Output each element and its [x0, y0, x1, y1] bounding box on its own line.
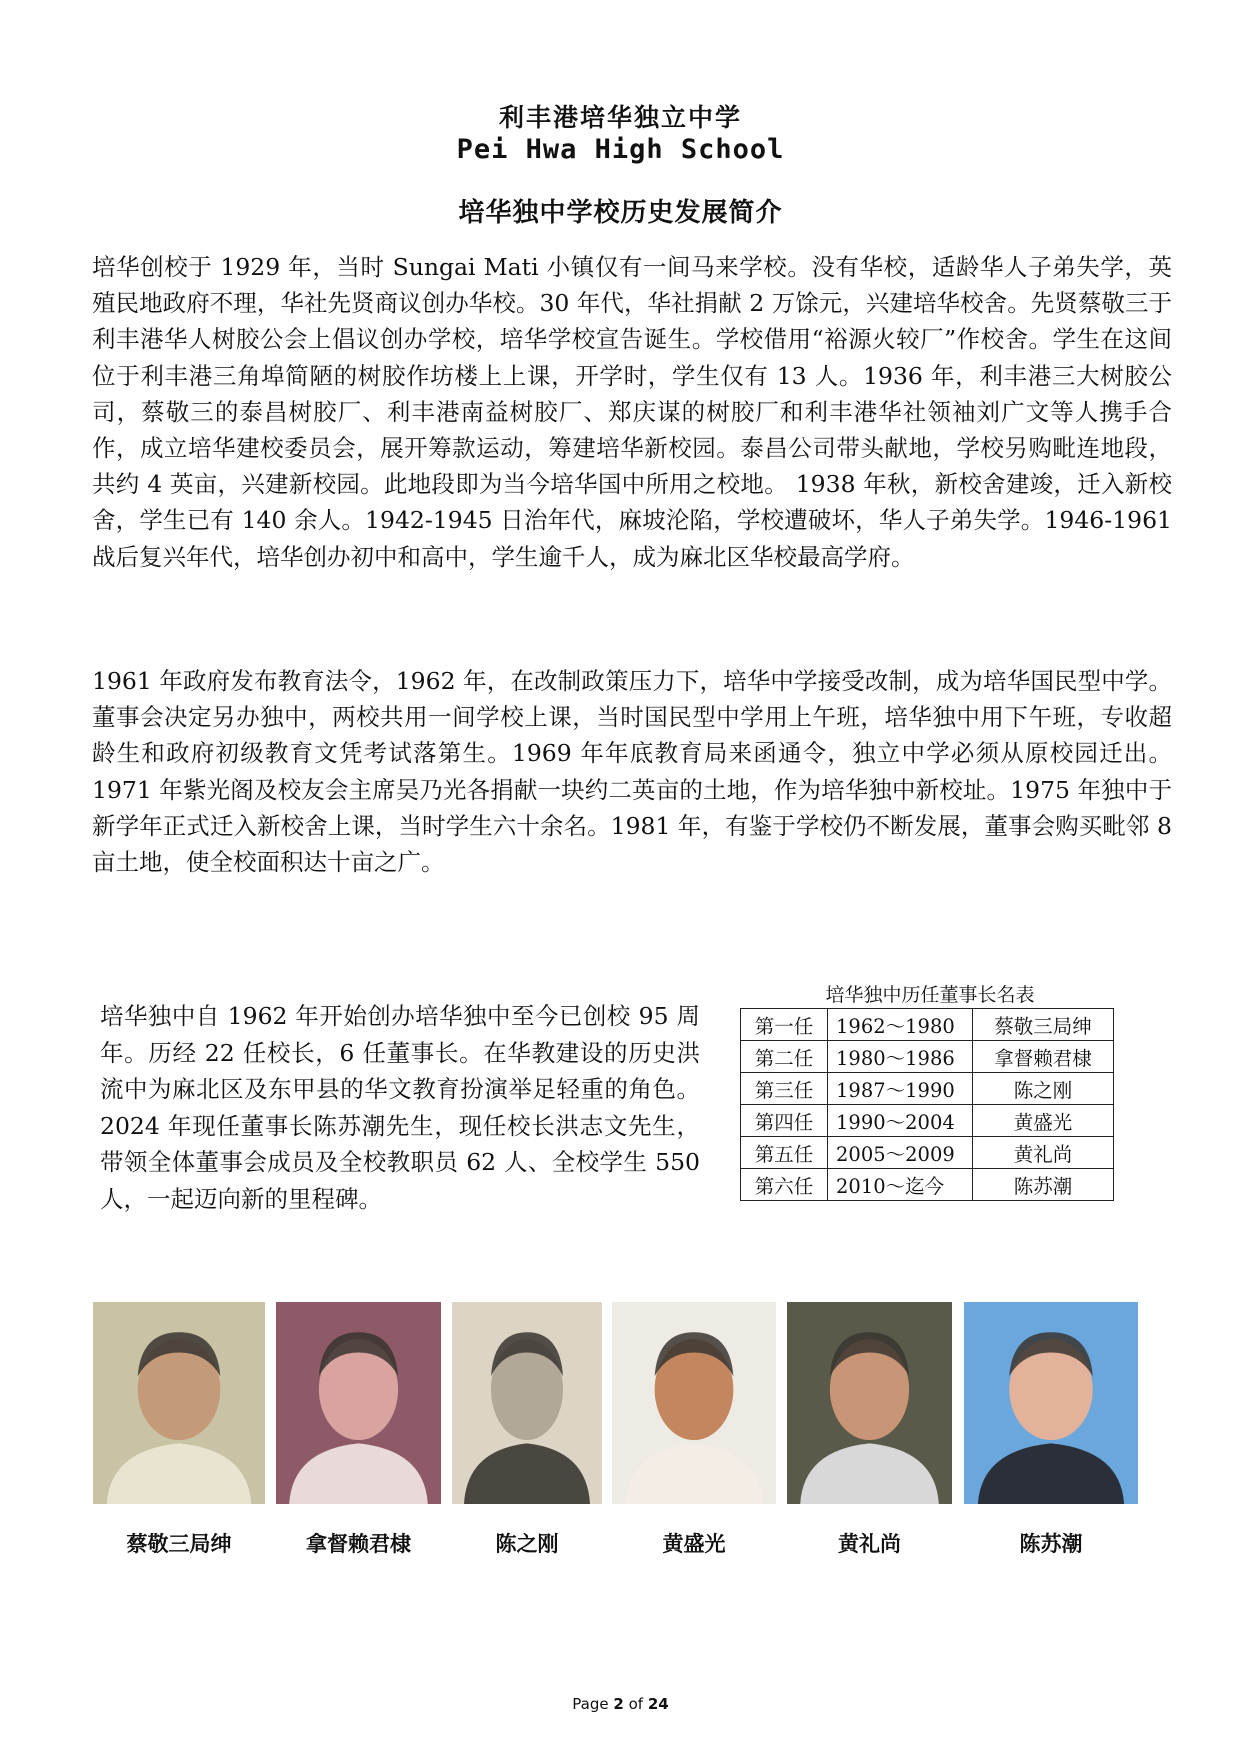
portrait-caption: 黄礼尚 — [838, 1532, 901, 1556]
portrait-caption: 陈之刚 — [495, 1532, 559, 1556]
portrait-photo — [452, 1302, 602, 1504]
table-row — [741, 1137, 1114, 1169]
school-name-english: Pei Hwa High School — [456, 134, 785, 165]
name-cell: 蔡敬三局绅 — [973, 1009, 1114, 1041]
summary-paragraph: 培华独中自 1962 年开始创办培华独中至今已创校 95 周年。历经 22 任校长，6 任董事长。在华教建设的历史洪流中为麻北区及东甲县的华文教育扮演举足轻重的角色。2024 年现任董事长陈苏潮先生，现任校长洪志文先生，带领全体董事会成员及全校教职员 62 人、全校学生 550 人，一起迈向新的里程碑。 — [100, 1002, 700, 1213]
years-cell: 2010～迄今 — [828, 1169, 973, 1201]
portrait-image — [93, 1302, 265, 1504]
section-title: 培华独中学校历史发展简介 — [458, 198, 783, 228]
portrait-image — [452, 1302, 602, 1504]
portrait-photo — [93, 1302, 265, 1504]
term-cell: 第五任 — [741, 1137, 828, 1169]
page-total: 24 — [647, 1695, 669, 1713]
years-cell: 1990～2004 — [828, 1105, 973, 1137]
school-name-chinese: 利丰港培华独立中学 — [498, 103, 742, 132]
table-row — [741, 1009, 1114, 1041]
term-cell: 第四任 — [741, 1105, 828, 1137]
portrait-image — [276, 1302, 441, 1504]
chairman-table — [740, 1008, 1114, 1201]
years-cell: 1980～1986 — [828, 1041, 973, 1073]
name-cell: 黄礼尚 — [973, 1137, 1114, 1169]
table-row — [741, 1105, 1114, 1137]
portrait-caption: 拿督赖君棣 — [306, 1532, 411, 1556]
years-cell: 2005～2009 — [828, 1137, 973, 1169]
table-row — [741, 1041, 1114, 1073]
name-cell: 陈之刚 — [973, 1073, 1114, 1105]
term-cell: 第三任 — [741, 1073, 828, 1105]
portrait-photo — [276, 1302, 441, 1504]
name-cell: 陈苏潮 — [973, 1169, 1114, 1201]
term-cell: 第二任 — [741, 1041, 828, 1073]
page-number — [0, 1695, 1241, 1713]
portrait-caption: 陈苏潮 — [1019, 1532, 1083, 1556]
name-cell: 拿督赖君棣 — [973, 1041, 1114, 1073]
term-cell: 第六任 — [741, 1169, 828, 1201]
term-cell: 第一任 — [741, 1009, 828, 1041]
portrait-image — [964, 1302, 1138, 1504]
table-row — [741, 1169, 1114, 1201]
history-paragraph-2: 1961 年政府发布教育法令，1962 年，在改制政策压力下，培华中学接受改制，成为培华国民型中学。董事会决定另办独中，两校共用一间学校上课，当时国民型中学用上午班，培华独中用下午班，专收超龄生和政府初级教育文凭考试落第生。1969 年年底教育局来函通令，独立中学必须从原校园迁出。1971 年紫光阁及校友会主席吴乃光各捐献一块约二英亩的土地，作为培华独中新校址。1975 年独中于新学年正式迁入新校舍上课，当时学生六十余名。1981 年，有鉴于学校仍不断发展，董事会购买毗邻 8 亩土地，使全校面积达十亩之广。 — [92, 667, 1172, 877]
portrait-photo — [612, 1302, 776, 1504]
page-prefix: Page — [572, 1695, 609, 1713]
name-cell: 黄盛光 — [973, 1105, 1114, 1137]
portrait-image — [612, 1302, 776, 1504]
portrait-caption: 黄盛光 — [662, 1532, 726, 1556]
years-cell: 1987～1990 — [828, 1073, 973, 1105]
portrait-caption: 蔡敬三局绅 — [126, 1532, 232, 1556]
page-separator: of — [628, 1695, 644, 1713]
portrait-photo — [964, 1302, 1138, 1504]
chairman-table-caption: 培华独中历任董事长名表 — [825, 984, 1035, 1006]
years-cell: 1962～1980 — [828, 1009, 973, 1041]
history-paragraph-1: 培华创校于 1929 年，当时 Sungai Mati 小镇仅有一间马来学校。没有华校，适龄华人子弟失学，英殖民地政府不理，华社先贤商议创办华校。30 年代，华社捐献 2 万馀元，兴建培华校舍。先贤蔡敬三于利丰港华人树胶公会上倡议创办学校，培华学校宣告诞生。学校借用“裕源火较厂”作校舍。学生在这间位于利丰港三角埠简陋的树胶作坊楼上上课，开学时，学生仅有 13 人。1936 年，利丰港三大树胶公司，蔡敬三的泰昌树胶厂、利丰港南益树胶厂、郑庆谋的树胶厂和利丰港华社领袖刘广文等人携手合作，成立培华建校委员会，展开筹款运动，筹建培华新校园。泰昌公司带头献地，学校另购毗连地段，共约 4 英亩，兴建新校园。此地段即为当今培华国中所用之校地。 1938 年秋，新校舍建竣，迁入新校舍，学生已有 140 余人。1942-1945 日治年代，麻坡沦陷，学校遭破坏，华人子弟失学。1946-1961 战后复兴年代，培华创办初中和高中，学生逾千人，成为麻北区华校最高学府。 — [92, 253, 1172, 571]
portrait-photo — [787, 1302, 952, 1504]
portrait-image — [787, 1302, 952, 1504]
table-row — [741, 1073, 1114, 1105]
page-current: 2 — [613, 1695, 624, 1713]
